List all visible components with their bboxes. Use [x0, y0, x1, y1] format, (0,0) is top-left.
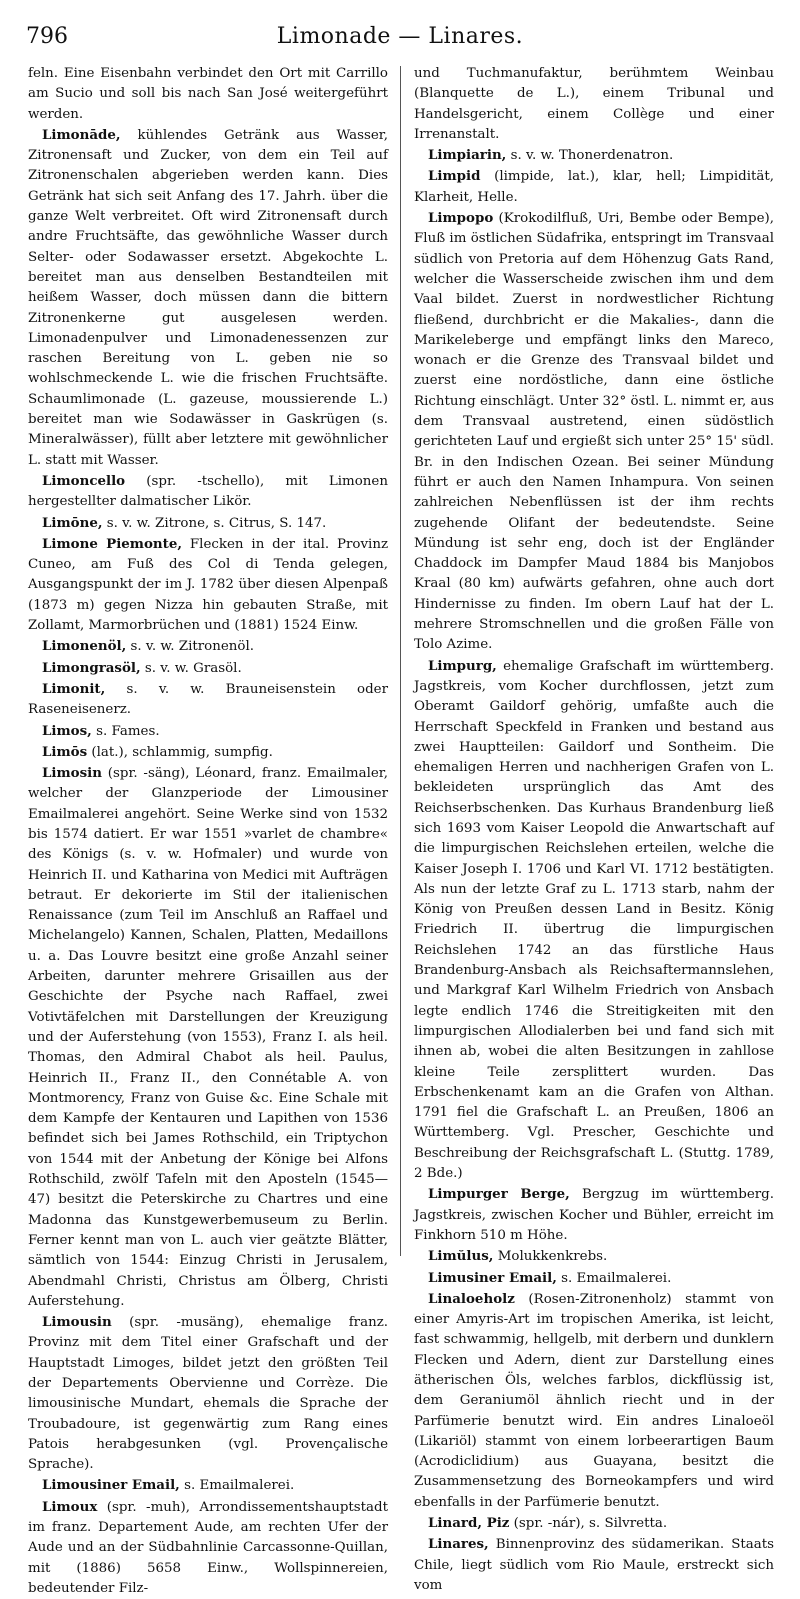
- entry-headword: Linares,: [428, 1536, 489, 1553]
- entry-text: (spr. -musäng), ehemalige franz. Provinz mit dem Titel einer Grafschaft und der Hauptstadt Limoges, bildet jetzt den größten Teil der Departements Obervienne und Corrèze. Die limousinische Mundart, ehemals die Sprache der Troubadoure, ist gegenwärtig zum Rang eines Patois herabgesunken (vgl. Provençalische Sprache).: [28, 1315, 388, 1473]
- entry-text: ehemalige Grafschaft im württemberg. Jagstkreis, vom Kocher durchflossen, jetzt zum Oberamt Gaildorf gehörig, umfaßte auch die Herrschaft Speckfeld in Franken und bestand aus zwei Hauptteilen: Gaildorf und Sontheim. Die ehemaligen Herren und nachherigen Grafen von L. bekleideten ursprünglich das Amt des Reichserbschenken. Das Kurhaus Brandenburg ließ sich 1693 vom Kaiser Leopold die Anwartschaft auf die limpurgischen Reichslehen erteilen, welche die Kaiser Joseph I. 1706 und Karl VI. 1712 bestätigten. Als nun der letzte Graf zu L. 1713 starb, nahm der König von Preußen dessen Land in Besitz. König Friedrich II. übertrug die limpurgischen Reichslehen 1742 an das fürstliche Haus Brandenburg-Ansbach als Reichsaftermannslehen, und Markgraf Karl Wilhelm Friedrich von Ansbach legte endlich 1746 die Streitigkeiten mit den limpurgischen Allodialerben bei und fand sich mit ihnen ab, wobei die alten Besitzungen in zahllose kleine Teile zersplittert wurden. Das Erbschenkenamt kam an die Grafen von Althan. 1791 fiel die Grafschaft L. an Preußen, 1806 an Württemberg. Vgl. Prescher, Geschichte und Beschreibung der Reichsgrafschaft L. (Stuttg. 1789, 2 Bde.): [414, 658, 774, 1182]
- dictionary-entry: [28, 742, 388, 763]
- entry-headword: Limōs: [42, 743, 88, 760]
- entry-text: s. v. w. Grasöl.: [140, 660, 242, 676]
- entry-headword: Limonāde,: [42, 126, 121, 143]
- dictionary-entry: [414, 166, 774, 208]
- dictionary-entry: [28, 1312, 388, 1475]
- entry-text: Bergzug im württemberg. Jagstkreis, zwischen Kocher und Bühler, erreicht im Finkhorn 510 m Höhe.: [414, 1187, 774, 1243]
- entry-text: s. v. w. Brauneisenstein oder Raseneisenerz.: [28, 681, 388, 718]
- entry-text: (spr. -säng), Léonard, franz. Emailmaler, welcher der Glanzperiode der Limousiner Emailmalerei angehört. Seine Werke sind von 1532 bis 1574 datiert. Er war 1551 »varlet de chambre« des Königs (s. v. w. Hofmaler) und wurde von Heinrich II. und Katharina von Medici mit Aufträgen betraut. Er dekorierte im Stil der italienischen Renaissance (zum Teil im Anschluß an Raffael und Michelangelo) Kannen, Schalen, Platten, Medaillons u. a. Das Louvre besitzt eine große Anzahl seiner Arbeiten, darunter mehrere Grisaillen aus der Geschichte der Psyche nach Raffael, zwei Votivtäfelchen mit Darstellungen der Kreuzigung und der Auferstehung (von 1553), Franz I. als heil. Thomas, den Admiral Chabot als heil. Paulus, Heinrich II., Franz II., den Connétable A. von Montmorency, Franz von Guise &c. Eine Schale mit dem Kampfe der Kentauren und Lapithen von 1536 befindet sich bei James Rothschild, ein Triptychon von 1544 mit der Anbetung der Könige bei Alfons Rothschild, zwölf Tafeln mit den Aposteln (1545—47) besitzt die Peterskirche zu Chartres und eine Madonna das Kunstgewerbemuseum zu Berlin. Ferner kennt man von L. auch vier geätzte Blätter, sämtlich von 1544: Einzug Christi in Jerusalem, Abendmahl Christi, Christus am Ölberg, Christi Auferstehung.: [28, 766, 388, 1309]
- left-column: [28, 64, 388, 1596]
- dictionary-entry: [28, 658, 388, 679]
- dictionary-entry: [28, 721, 388, 742]
- running-title: Limonade — Linares.: [276, 24, 524, 49]
- dictionary-entry: [414, 1268, 774, 1289]
- entry-text: s. Fames.: [91, 723, 160, 739]
- entry-headword: Limpopo: [428, 210, 494, 227]
- page-header: [26, 18, 774, 58]
- dictionary-entry: [414, 656, 774, 1185]
- entry-headword: Limpiarin,: [428, 147, 507, 164]
- dictionary-entry: [28, 763, 388, 1312]
- entry-headword: Limoux: [42, 1498, 98, 1515]
- entry-headword: Limone Piemonte,: [42, 535, 183, 552]
- entry-text: kühlendes Getränk aus Wasser, Zitronensaft und Zucker, von dem ein Teil auf Zitronenschalen abgerieben werden kann. Dies Getränk hat sich seit Anfang des 17. Jahrh. über die ganze Welt verbreitet. Oft wird Zitronensaft durch andre Fruchtsäfte, das gewöhnliche Wasser durch Selter- oder Sodawasser ersetzt. Abgekochte L. bereitet man aus denselben Bestandteilen mit heißem Wasser, doch müssen dann die bittern Zitronenkerne gut ausgelesen werden. Limonadenpulver und Limonadenessenzen zur raschen Bereitung von L. geben nie so wohlschmeckende L. wie die frischen Fruchtsäfte. Schaumlimonade (L. gazeuse, moussierende L.) bereitet man wie Sodawässer in Gaskrügen (s. Mineralwässer), füllt aber letztere mit gewöhnlicher L. statt mit Wasser.: [28, 127, 388, 468]
- entry-headword: Limosin: [42, 765, 102, 782]
- dictionary-entry: [28, 534, 388, 636]
- entry-text: Flecken in der ital. Provinz Cuneo, am Fuß des Col di Tenda gelegen, Ausgangspunkt der im J. 1782 über diesen Alpenpaß (1873 m) gegen Nizza hin gebauten Straße, mit Zollamt, Marmorbrüchen und (1881) 1524 Einw.: [28, 536, 388, 634]
- entry-headword: Linaloeholz: [428, 1290, 515, 1307]
- dictionary-entry: [28, 679, 388, 721]
- entry-text: (spr. -nár), s. Silvretta.: [509, 1516, 668, 1532]
- entry-headword: Limongrasöl,: [42, 659, 141, 676]
- dictionary-entry: [414, 1534, 774, 1596]
- dictionary-entry: [28, 513, 388, 534]
- entry-headword: Limousin: [42, 1314, 112, 1331]
- entry-headword: Limousiner Email,: [42, 1477, 180, 1494]
- entry-text: (Krokodilfluß, Uri, Bembe oder Bempe), Fluß im östlichen Südafrika, entspringt im Transvaal südlich von Pretoria auf dem Höhenzug Gats Rand, welcher die Wasserscheide zwischen ihm und dem Vaal bildet. Zuerst in nordwestlicher Richtung fließend, durchbricht er die Makalies-, dann die Marikeleberge und empfängt links den Mareco, wonach er die Grenze des Transvaal bildet und zuerst eine nordöstliche, dann eine östliche Richtung einschlägt. Unter 32° östl. L. nimmt er, aus dem Transvaal austretend, einen südöstlich gerichteten Lauf und ergießt sich unter 25° 15' südl. Br. in den Indischen Ozean. Bei seiner Mündung führt er auch den Namen Inhampura. Von seinen zahlreichen Nebenflüssen ist der ihm rechts zugehende Olifant der bedeutendste. Seine Mündung ist sehr eng, doch ist der Engländer Chaddock im Dampfer Maud 1884 bis Manjobos Kraal (80 km) aufwärts gefahren, ohne auch dort Hindernisse zu finden. Im obern Lauf hat der L. mehrere Stromschnellen und die großen Fälle von Tolo Azime.: [414, 211, 774, 653]
- dictionary-entry: [414, 1513, 774, 1534]
- entry-text: und Tuchmanufaktur, berühmtem Weinbau (Blanquette de L.), einem Tribunal und Handelsgericht, einem Collège und einer Irrenanstalt.: [414, 66, 774, 142]
- dictionary-entry: [414, 145, 774, 166]
- dictionary-entry: [28, 64, 388, 125]
- entry-text: s. v. w. Thonerdenatron.: [506, 148, 674, 164]
- entry-text: (spr. -tschello), mit Limonen hergestellter dalmatischer Likör.: [28, 473, 388, 510]
- entry-headword: Limos,: [42, 722, 92, 739]
- entry-headword: Linard, Piz: [428, 1515, 510, 1532]
- column-divider: [400, 66, 401, 1256]
- entry-headword: Limŭlus,: [428, 1248, 494, 1265]
- entry-headword: Limusiner Email,: [428, 1269, 557, 1286]
- dictionary-entry: [414, 1246, 774, 1267]
- entry-text: s. v. w. Zitrone, s. Citrus, S. 147.: [102, 515, 327, 531]
- dictionary-entry: [28, 1497, 388, 1599]
- entry-text: feln. Eine Eisenbahn verbindet den Ort mit Carrillo am Sucio und soll bis nach San José weitergeführt werden.: [28, 66, 388, 122]
- entry-text: (lat.), schlammig, sumpfig.: [87, 744, 273, 760]
- dictionary-entry: [28, 125, 388, 471]
- entry-text: (spr. -muh), Arrondissementshauptstadt im franz. Departement Aude, am rechten Ufer der Aude und an der Südbahnlinie Carcassonne-Quillan, mit (1886) 5658 Einw., Wollspinnereien, bedeutender Filz-: [28, 1499, 388, 1596]
- entry-headword: Limōne,: [42, 514, 103, 531]
- page-number: 796: [26, 24, 68, 49]
- dictionary-entry: [414, 1289, 774, 1513]
- entry-text: s. Emailmalerei.: [179, 1478, 295, 1494]
- entry-headword: Limpid: [428, 168, 481, 185]
- right-column: [414, 64, 774, 1593]
- entry-text: s. v. w. Zitronenöl.: [126, 639, 255, 655]
- entry-headword: Limonit,: [42, 680, 106, 697]
- dictionary-entry: [28, 471, 388, 513]
- entry-headword: Limonenöl,: [42, 638, 127, 655]
- entry-text: (limpide, lat.), klar, hell; Limpidität, Klarheit, Helle.: [414, 169, 774, 205]
- entry-text: Molukkenkrebs.: [493, 1249, 608, 1265]
- entry-text: Binnenprovinz des südamerikan. Staats Chile, liegt südlich vom Rio Maule, erstreckt sich vom: [414, 1537, 774, 1593]
- dictionary-entry: [28, 636, 388, 657]
- dictionary-entry: [414, 208, 774, 656]
- entry-text: s. Emailmalerei.: [556, 1270, 672, 1286]
- dictionary-entry: [414, 1184, 774, 1246]
- entry-text: (Rosen-Zitronenholz) stammt von einer Amyris-Art im tropischen Amerika, ist leicht, fast schwammig, hellgelb, mit derbern und dunklern Flecken und Adern, dient zur Darstellung eines ätherischen Öls, welches farblos, dickflüssig ist, dem Geraniumöl ähnlich riecht und in der Parfümerie benutzt wird. Ein andres Linaloeöl (Likariöl) stammt von einem lorbeerartigen Baum (Acrodiclidium) aus Guayana, besitzt die Zusammensetzung des Borneokampfers und wird ebenfalls in der Parfümerie benutzt.: [414, 1291, 774, 1510]
- entry-headword: Limpurger Berge,: [428, 1186, 570, 1203]
- entry-headword: Limpurg,: [428, 657, 497, 674]
- entry-headword: Limoncello: [42, 472, 126, 489]
- dictionary-entry: [28, 1475, 388, 1496]
- dictionary-entry: [414, 64, 774, 145]
